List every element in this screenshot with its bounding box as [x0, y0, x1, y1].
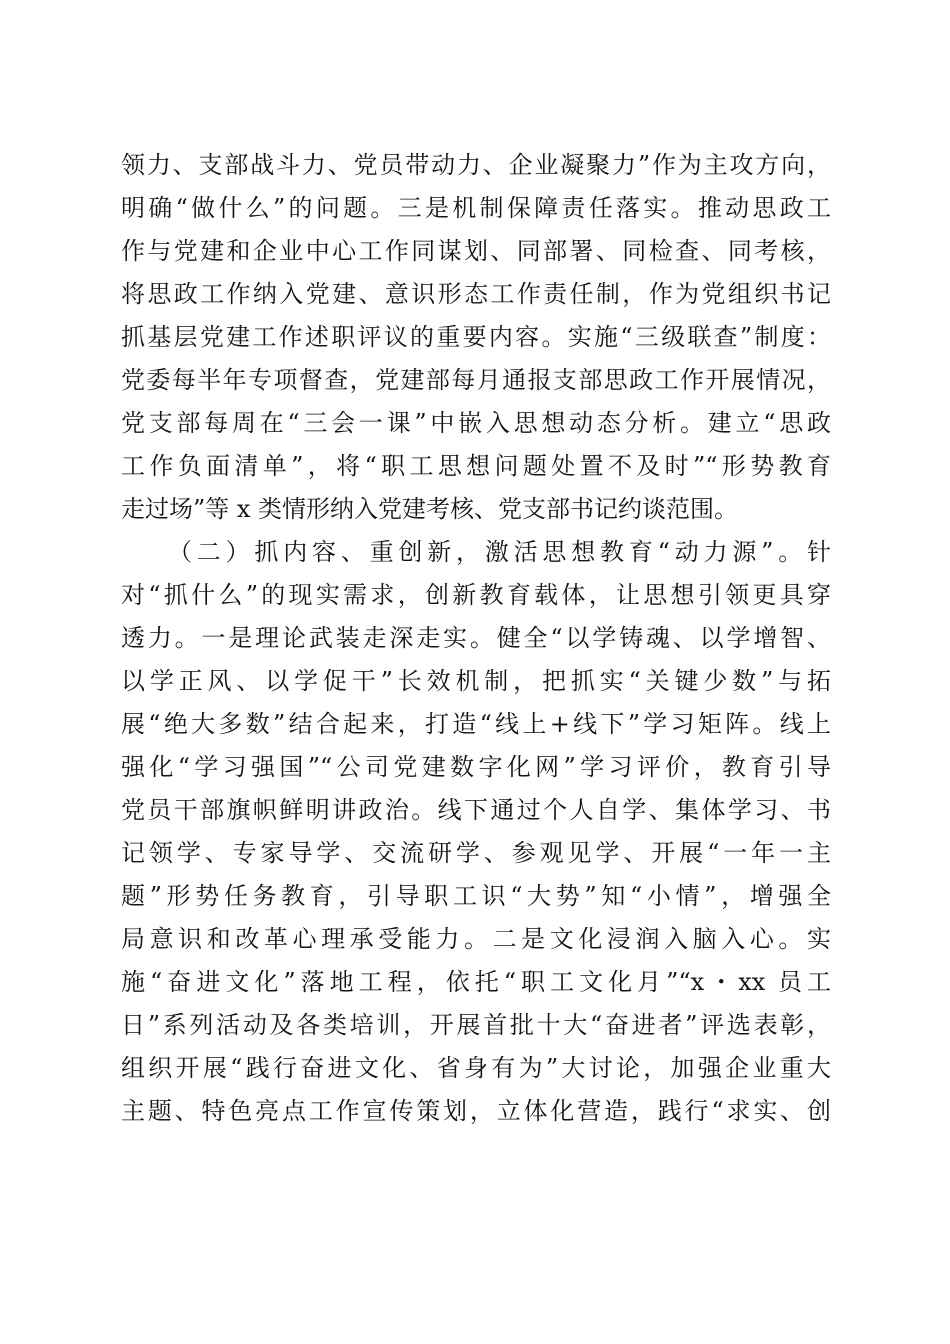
text-line: 主题、特色亮点工作宣传策划，立体化营造，践行“求实、创 — [121, 1097, 831, 1125]
text-line: 透力。一是理论武装走深走实。健全“以学铸魂、以学增智、 — [121, 624, 831, 652]
text-line: 抓基层党建工作述职评议的重要内容。实施“三级联查”制度： — [121, 323, 831, 351]
text-line: 走过场”等 x 类情形纳入党建考核、党支部书记约谈范围。 — [121, 495, 739, 523]
section-heading-line: （二）抓内容、重创新，激活思想教育“动力源”。针 — [168, 538, 831, 566]
text-line: 工作负面清单”，将“职工思想问题处置不及时”“形势教育 — [121, 452, 831, 480]
text-line: 党员干部旗帜鲜明讲政治。线下通过个人自学、集体学习、书 — [121, 796, 831, 824]
text-line: 对“抓什么”的现实需求，创新教育载体，让思想引领更具穿 — [121, 581, 831, 609]
text-line: 明确“做什么”的问题。三是机制保障责任落实。推动思政工 — [121, 194, 831, 222]
text-line: 日”系列活动及各类培训，开展首批十大“奋进者”评选表彰， — [121, 1011, 831, 1039]
text-line: 施“奋进文化”落地工程，依托“职工文化月”“x・xx 员工 — [121, 968, 831, 996]
text-line: 展“绝大多数”结合起来，打造“线上+线下”学习矩阵。线上 — [121, 710, 831, 738]
text-line: 领力、支部战斗力、党员带动力、企业凝聚力”作为主攻方向， — [121, 151, 831, 179]
text-line: 强化“学习强国”“公司党建数字化网”学习评价，教育引导 — [121, 753, 831, 781]
text-line: 党委每半年专项督查，党建部每月通报支部思政工作开展情况， — [121, 366, 831, 394]
text-line: 局意识和改革心理承受能力。二是文化浸润入脑入心。实 — [121, 925, 831, 953]
text-line: 作与党建和企业中心工作同谋划、同部署、同检查、同考核， — [121, 237, 831, 265]
text-line: 题”形势任务教育，引导职工识“大势”知“小情”，增强全 — [121, 882, 831, 910]
text-line: 以学正风、以学促干”长效机制，把抓实“关键少数”与拓 — [121, 667, 831, 695]
text-line: 组织开展“践行奋进文化、省身有为”大讨论，加强企业重大 — [121, 1054, 831, 1082]
text-line: 党支部每周在“三会一课”中嵌入思想动态分析。建立“思政 — [121, 409, 831, 437]
text-line: 记领学、专家导学、交流研学、参观见学、开展“一年一主 — [121, 839, 831, 867]
text-line: 将思政工作纳入党建、意识形态工作责任制，作为党组织书记 — [121, 280, 831, 308]
